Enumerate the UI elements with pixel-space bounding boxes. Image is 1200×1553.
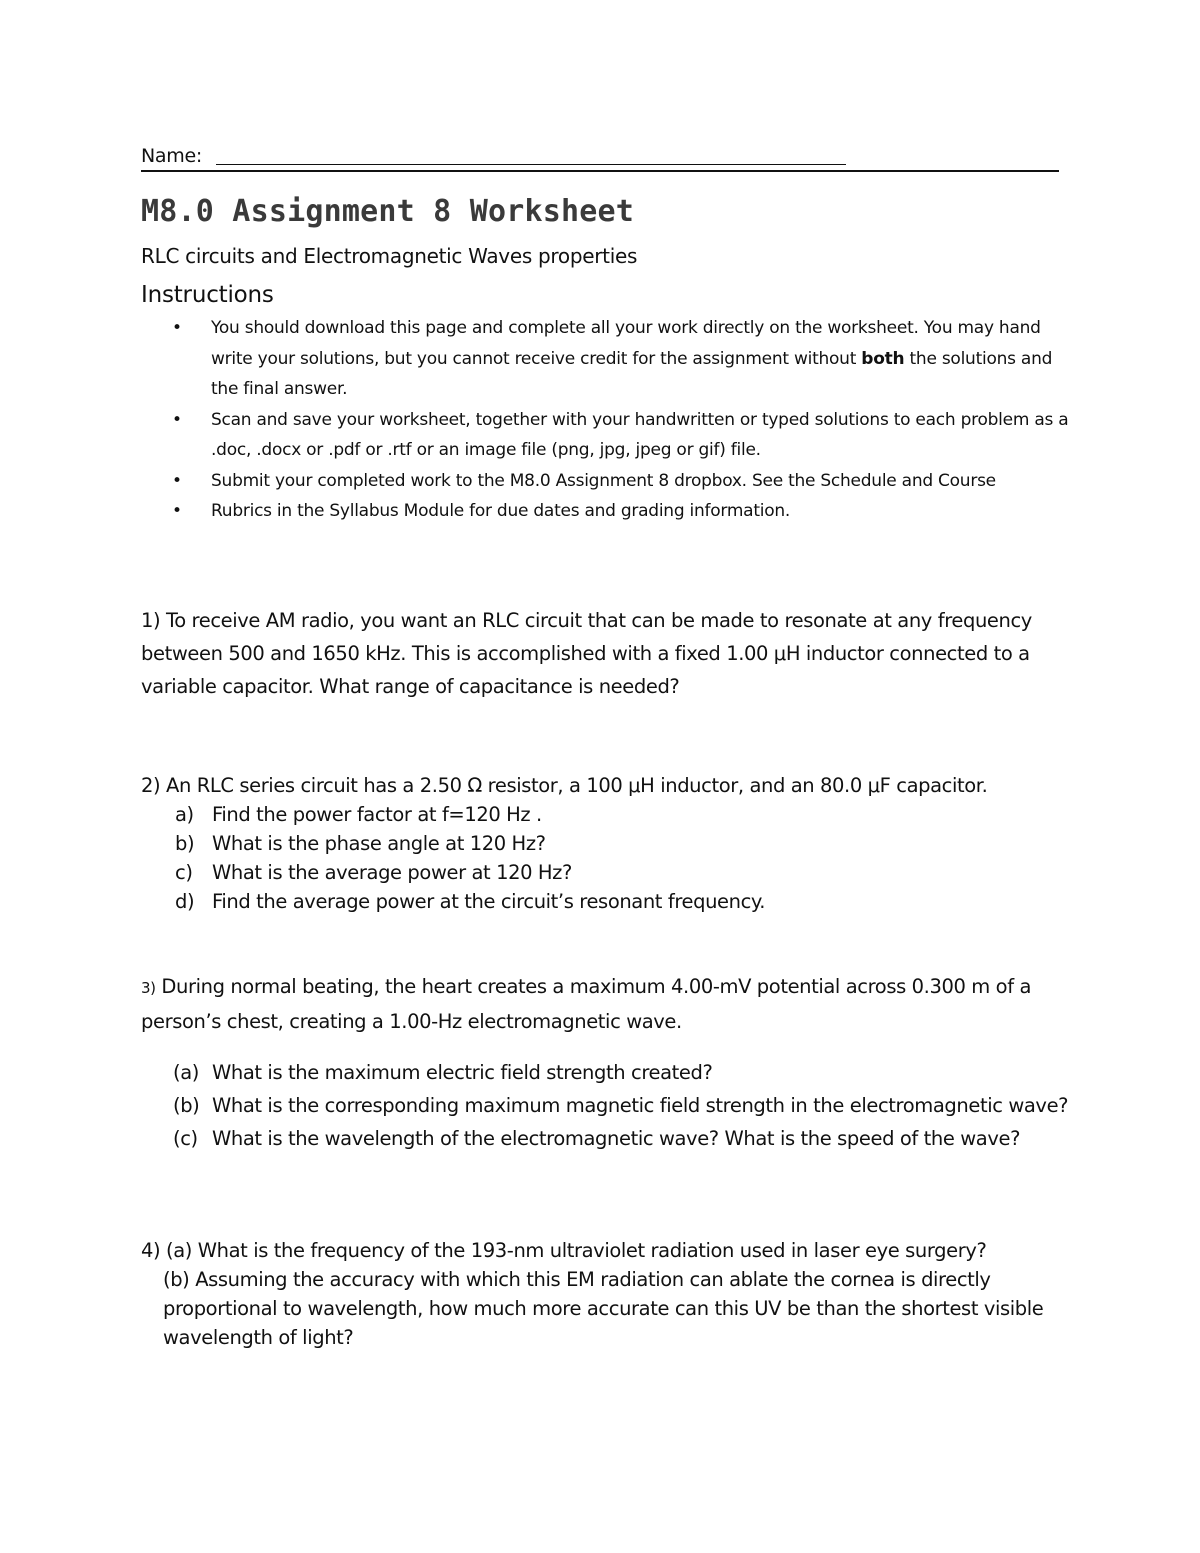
page-subtitle: RLC circuits and Electromagnetic Waves properties bbox=[141, 244, 638, 268]
question-3-part-b bbox=[141, 1089, 1071, 1122]
part-label: (c) bbox=[173, 1127, 198, 1150]
question-2-part-c bbox=[141, 858, 1071, 887]
bullet-icon: • bbox=[172, 409, 182, 430]
part-text: What is the corresponding maximum magnetic field strength in the electromagnetic wave? bbox=[212, 1094, 1069, 1117]
name-label: Name: bbox=[141, 145, 202, 167]
instructions-list bbox=[141, 313, 1071, 527]
part-text: What is the phase angle at 120 Hz? bbox=[212, 832, 546, 855]
question-3-body: During normal beating, the heart creates a maximum 4.00-mV potential across 0.300 m of a person’s chest, creating a 1.00-Hz electromagnetic wave. bbox=[141, 975, 1032, 1033]
name-field bbox=[141, 143, 1059, 173]
part-label: c) bbox=[175, 861, 193, 884]
part-label: (b) bbox=[173, 1094, 200, 1117]
instruction-item bbox=[141, 466, 1071, 497]
question-4 bbox=[141, 1236, 1071, 1352]
question-4-part-a: 4) (a) What is the frequency of the 193-nm ultraviolet radiation used in laser eye surgery? bbox=[141, 1239, 987, 1262]
part-text: Find the average power at the circuit’s resonant frequency. bbox=[212, 890, 766, 913]
part-text: What is the average power at 120 Hz? bbox=[212, 861, 572, 884]
header-rule bbox=[141, 170, 1059, 172]
question-2-part-a bbox=[141, 800, 1071, 829]
page-title: M8.0 Assignment 8 Worksheet bbox=[141, 194, 635, 229]
question-2-part-b bbox=[141, 829, 1071, 858]
question-1 bbox=[141, 604, 1071, 703]
question-3-number: 3) bbox=[141, 979, 156, 997]
instruction-emphasis: both bbox=[861, 348, 905, 369]
part-label: d) bbox=[175, 890, 195, 913]
part-text: What is the maximum electric field strength created? bbox=[212, 1061, 713, 1084]
question-3 bbox=[141, 970, 1071, 1155]
question-4-part-b bbox=[141, 1265, 1071, 1352]
question-2 bbox=[141, 771, 1071, 916]
part-text: What is the wavelength of the electromagnetic wave? What is the speed of the wave? bbox=[212, 1127, 1021, 1150]
question-2-part-d bbox=[141, 887, 1071, 916]
question-1-text: 1) To receive AM radio, you want an RLC circuit that can be made to resonate at any frequency between 500 and 1650 kHz. This is accomplished with a fixed 1.00 μH inductor connected to a variable capacitor. What range of capacitance is needed? bbox=[141, 609, 1032, 698]
instruction-item bbox=[141, 313, 1071, 405]
part-label: b) bbox=[175, 832, 195, 855]
part-text: Find the power factor at f=120 Hz . bbox=[212, 803, 542, 826]
instructions-heading: Instructions bbox=[141, 282, 274, 308]
part-label: (a) bbox=[173, 1061, 199, 1084]
part-label: a) bbox=[175, 803, 194, 826]
spacer bbox=[141, 1038, 1071, 1056]
instruction-text: Submit your completed work to the M8.0 Assignment 8 dropbox. See the Schedule and Course bbox=[211, 470, 996, 491]
part-text: (b) Assuming the accuracy with which this EM radiation can ablate the cornea is directly proportional to wavelength, how much more accurate can this UV be than the shortest visible wavelength of light? bbox=[163, 1268, 1044, 1349]
bullet-icon: • bbox=[172, 470, 182, 491]
question-3-text bbox=[141, 970, 1071, 1038]
instruction-item bbox=[141, 405, 1071, 466]
instruction-text: You should download this page and complete all your work directly on the worksheet. You may hand write your solutions, but you cannot receive credit for the assignment without bbox=[211, 318, 1041, 369]
instruction-item bbox=[141, 496, 1071, 527]
instruction-text: Scan and save your worksheet, together with your handwritten or typed solutions to each problem as a .doc, .docx or .pdf or .rtf or an image file (png, jpg, jpeg or gif) file. bbox=[211, 409, 1069, 460]
bullet-icon: • bbox=[172, 501, 182, 521]
bullet-icon: • bbox=[172, 318, 182, 338]
instruction-text: Rubrics in the Syllabus Module for due dates and grading information. bbox=[211, 501, 791, 521]
question-2-text: 2) An RLC series circuit has a 2.50 Ω resistor, a 100 μH inductor, and an 80.0 μF capacitor. bbox=[141, 774, 988, 797]
instruction-text: the solutions and the final answer. bbox=[211, 348, 1053, 399]
name-blank-line bbox=[216, 164, 846, 165]
question-3-part-a bbox=[141, 1056, 1071, 1089]
question-3-part-c bbox=[141, 1122, 1071, 1155]
